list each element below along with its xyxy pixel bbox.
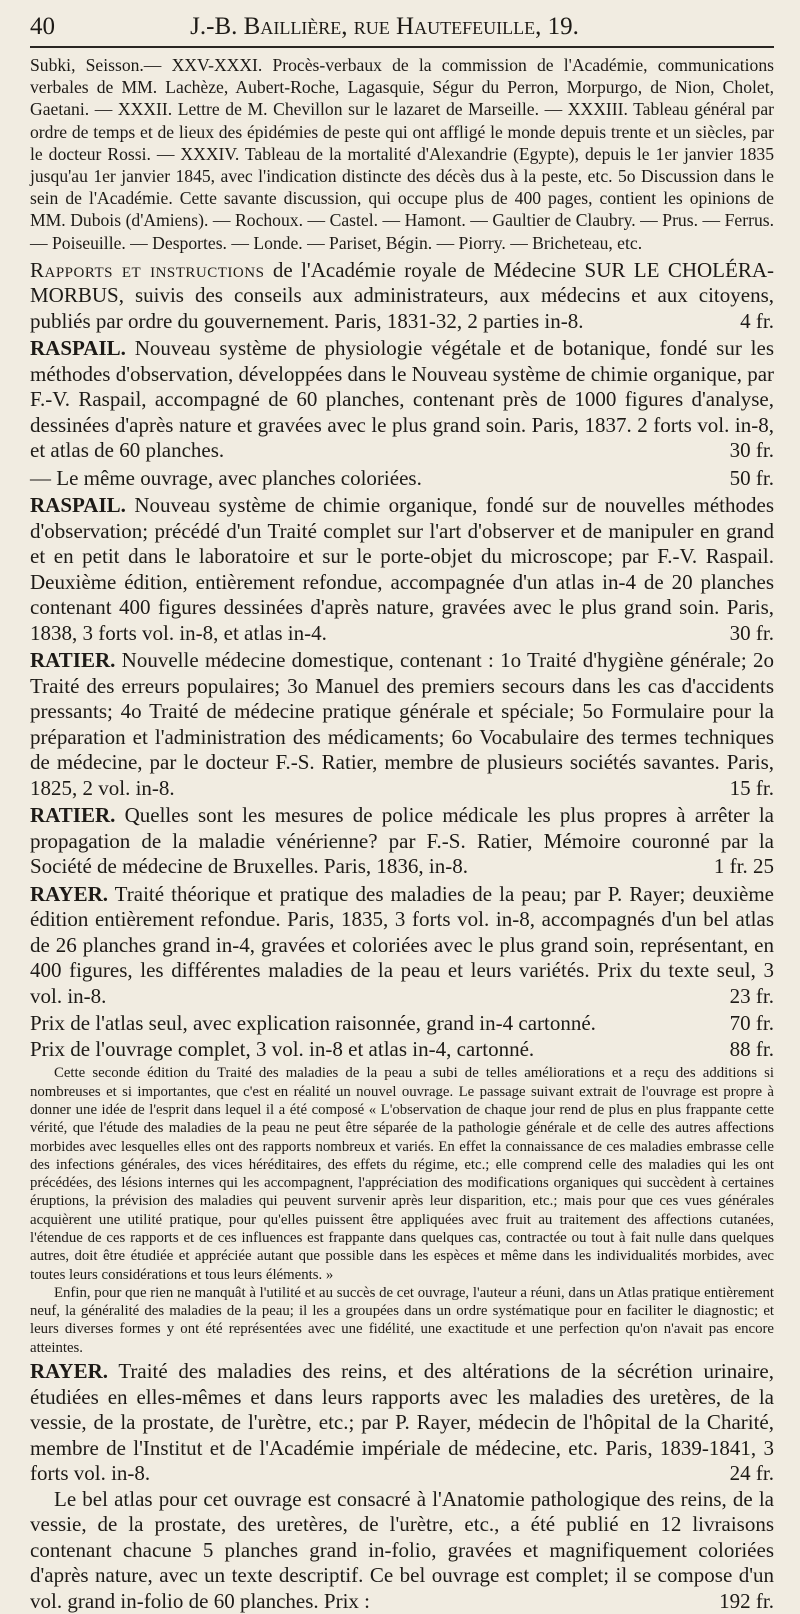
entry-price: 4 fr.	[740, 308, 774, 333]
continuation-text: Le bel atlas pour cet ouvrage est consacré à l'Anatomie pathologique des reins, de la vessie, de la prostate, des uretères, de l'urètre, etc., a été publié en 12 livraisons contenant chacune 5 planches grand in-folio, gravées et magnifiquement coloriées d'après nature, avec un texte descriptif. Ce bel ouvrage est complet; il se compose d'un vol. grand in-folio de 60 planches. Prix :	[30, 1486, 774, 1613]
price-line-value: 70 fr.	[729, 1011, 774, 1036]
entry-text: Quelles sont les mesures de police médicale les plus propres à arrêter la propagation de la maladie vénérienne? par F.-S. Ratier, Mémoire couronné par la Société de médecine de Bruxelles. Paris, 1836, in-8.	[30, 803, 774, 879]
price-line-value: 88 fr.	[729, 1036, 774, 1061]
entry-price: 23 fr.	[729, 983, 774, 1008]
catalog-entry	[30, 1359, 774, 1487]
entry-lead: —	[30, 465, 51, 490]
entry-lead: RAYER.	[30, 881, 108, 906]
entry-lead: RATIER.	[30, 648, 116, 673]
price-line	[30, 1037, 774, 1063]
entry-continuation	[30, 1487, 774, 1614]
catalog-entry	[30, 648, 774, 801]
continuation-price: 192 fr.	[719, 1588, 774, 1613]
entry-price: 1 fr. 25	[713, 854, 774, 879]
entry-text: de l'Académie royale de Médecine SUR LE CHOLÉRA-MORBUS, suivis des conseils aux administrateurs, aux médecins et aux citoyens, publiés par ordre du gouvernement. Paris, 1831-32, 2 parties in-8.	[30, 257, 774, 333]
entry-lead: Rapports et instructions	[30, 257, 265, 282]
price-line-text: Prix de l'ouvrage complet, 3 vol. in-8 et atlas in-4, cartonné.	[30, 1036, 535, 1061]
catalog-entry	[30, 336, 774, 464]
entry-lead: RATIER.	[30, 803, 116, 828]
header-rule	[30, 46, 774, 48]
entry-price: 30 fr.	[729, 620, 774, 645]
catalog-entry	[30, 466, 774, 492]
entry-price: 24 fr.	[729, 1461, 774, 1486]
entry-price: 15 fr.	[729, 775, 774, 800]
catalog-entry	[30, 258, 774, 335]
catalog-entry	[30, 882, 774, 1010]
running-title: J.-B. Baillière, rue Hautefeuille, 19.	[190, 13, 579, 40]
note-paragraph: Enfin, pour que rien ne manquât à l'utilité et au succès de cet ouvrage, l'auteur a réuni, dans un Atlas pratique entièrement neuf, la généralité des maladies de la peau; il les a groupées dans un ordre systématique pour en faciliter le diagnostic; et leurs diverses formes y ont été représentées avec une fidélité, une exactitude et une perfection qu'on n'avait pas encore atteintes.	[30, 1284, 774, 1356]
entry-text: Traité théorique et pratique des maladies de la peau; par P. Rayer; deuxième édition entièrement refondue. Paris, 1835, 3 forts vol. in-8, accompagnés d'un bel atlas de 26 planches grand in-4, gravées et coloriées avec le plus grand soin, représentant, en 400 figures, les différentes maladies de la peau et leurs variétés. Prix du texte seul, 3 vol. in-8.	[30, 881, 774, 1008]
entry-lead: RASPAIL.	[30, 336, 126, 361]
price-line	[30, 1011, 774, 1037]
note-paragraph: Cette seconde édition du Traité des maladies de la peau a subi de telles améliorations et a reçu des additions si nombreuses et si importantes, que c'est en réalité un nouvel ouvrage. Le passage suivant extrait de l'ouvrage est propre à donner une idée de l'esprit dans lequel il a été composé « L'observation de chaque jour rend de plus en plus frappante cette vérité, que l'étude des maladies de la peau ne peut être séparée de la pathologie générale et de celle des autres affections morbides avec lesquelles elles ont des rapports nombreux et variés. En effet la connaissance de ces maladies embrasse celle des infections générales, des vices héréditaires, des effets du régime, etc.; elle comprend celle des maladies qui les ont précédées, des lésions internes qui les accompagnent, l'appréciation des modifications organiques qui succèdent à certaines éruptions, la prévision des maladies qui peuvent survenir après leur disparition, etc.; mais pour que ces vues générales acquièrent une utilité pratique, pour qu'elles puissent être appliquées avec fruit au traitement des affections cutanées, l'étendue de ces rapports et de ces influences est frappante dans quelques cas, contractée ou tout à fait nulle dans quelques autres, doit être étudiée et appréciée autant que possible dans les espèces et même dans les individualités morbides, avec toutes leurs considérations et tous leurs éléments. »	[30, 1065, 774, 1283]
catalog-entry	[30, 803, 774, 880]
entry-text: Nouveau système de physiologie végétale et de botanique, fondé sur les méthodes d'observation, développées dans le Nouveau système de chimie organique, par F.-V. Raspail, accompagné de 60 planches, contenant près de 1000 figures d'analyse, dessinées d'après nature et gravées avec le plus grand soin. Paris, 1837. 2 forts vol. in-8, et atlas de 60 planches.	[30, 336, 775, 463]
intro-paragraph: Subki, Seisson.— XXV-XXXI. Procès-verbaux de la commission de l'Académie, communications verbales de MM. Lachèze, Aubert-Roche, Lagasquie, Ségur du Perron, Morpurgo, de Nion, Cholet, Gaetani. — XXXII. Lettre de M. Chevillon sur le lazaret de Marseille. — XXXIII. Tableau général par ordre de temps et de lieux des épidémies de peste qui ont affligé le monde depuis trente et un siècles, par le docteur Rossi. — XXXIV. Tableau de la mortalité d'Alexandrie (Egypte), depuis le 1er janvier 1835 jusqu'au 1er janvier 1845, avec l'indication distincte des décès dus à la peste, etc. 5o Discussion dans le sein de l'Académie. Cette savante discussion, qui occupe plus de 400 pages, contient les opinions de MM. Dubois (d'Amiens). — Rochoux. — Castel. — Hamont. — Gaultier de Claubry. — Prus. — Ferrus. — Poiseuille. — Desportes. — Londe. — Pariset, Bégin. — Piorry. — Bricheteau, etc.	[30, 55, 774, 253]
entry-price: 50 fr.	[729, 465, 774, 490]
catalog-entries	[30, 258, 774, 1063]
entry-text: Le même ouvrage, avec planches coloriées.	[51, 465, 422, 490]
entry-price: 30 fr.	[729, 438, 774, 463]
catalog-entry	[30, 493, 774, 646]
entry-lead: RAYER.	[30, 1359, 108, 1384]
entry-text: Nouvelle médecine domestique, contenant : 1o Traité d'hygiène générale; 2o Traité des erreurs populaires; 3o Manuel des premiers secours dans les cas d'accidents pressants; 4o Traité de médecine pratique générale et spéciale; 5o Formulaire pour la préparation et l'administration des médicaments; 6o Vocabulaire des termes techniques de médecine, par le docteur F.-S. Ratier, membre de plusieurs sociétés savantes. Paris, 1825, 2 vol. in-8.	[30, 648, 774, 800]
entry-lead: RASPAIL.	[30, 493, 126, 518]
price-line-text: Prix de l'atlas seul, avec explication raisonnée, grand in-4 cartonné.	[30, 1011, 596, 1036]
page-number: 40	[30, 13, 55, 40]
page-header	[30, 12, 774, 42]
entry-text: Traité des maladies des reins, et des altérations de la sécrétion urinaire, étudiées en elles-mêmes et dans leurs rapports avec les maladies des uretères, de la vessie, de la prostate, de l'urètre, etc.; par P. Rayer, médecin de l'hôpital de la Charité, membre de l'Institut et de l'Académie impériale de médecine, etc. Paris, 1839-1841, 3 forts vol. in-8.	[30, 1359, 774, 1486]
entry-text: Nouveau système de chimie organique, fondé sur de nouvelles méthodes d'observation; précédé d'un Traité complet sur l'art d'observer et de manipuler en grand et en petit dans le laboratoire et sur le porte-objet du microscope; par F.-V. Raspail. Deuxième édition, entièrement refondue, accompagnée d'un atlas in-4 de 20 planches contenant 400 figures dessinées d'après nature, gravées avec le plus grand soin. Paris, 1838, 3 forts vol. in-8, et atlas in-4.	[30, 493, 774, 645]
